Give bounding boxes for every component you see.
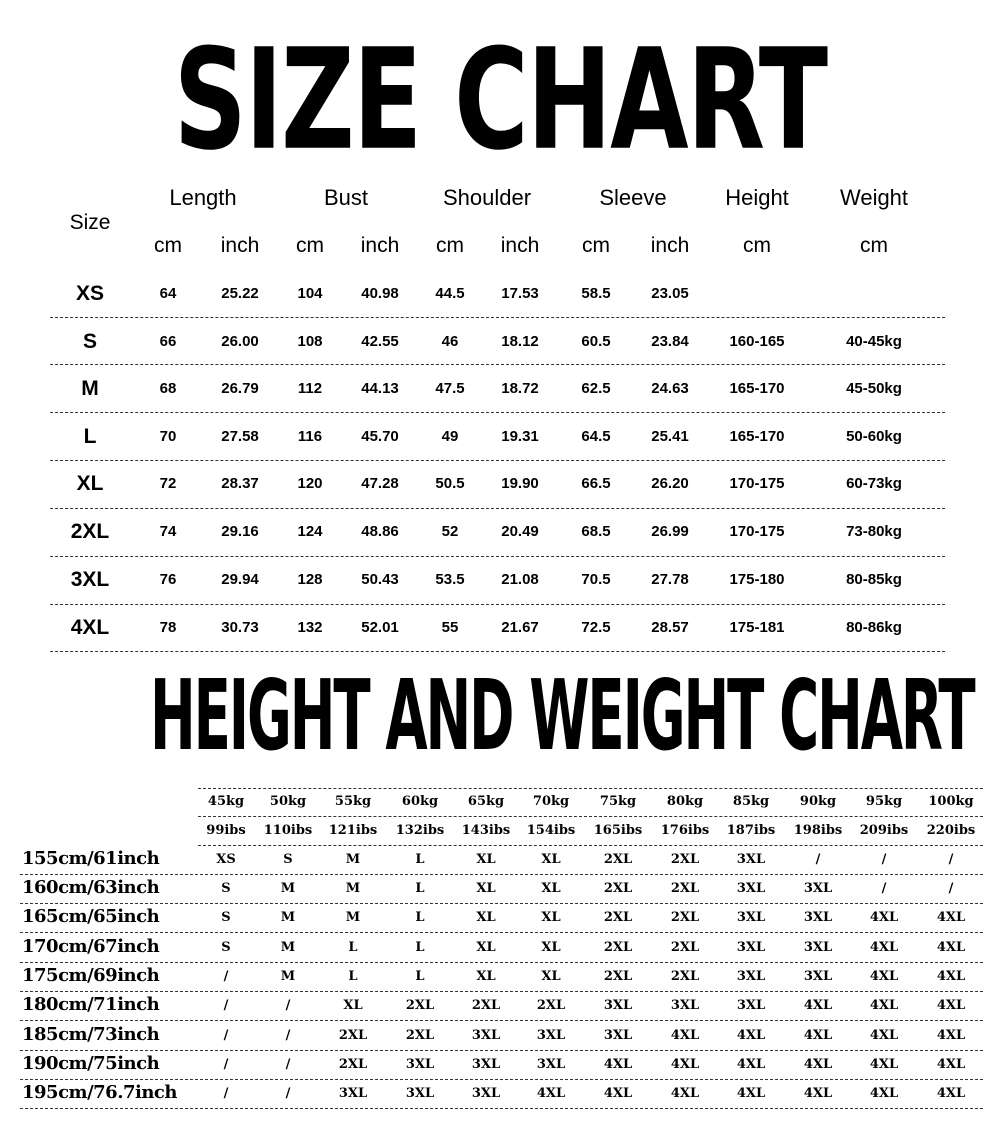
size-recommendation-cell: 4XL [536,1086,566,1101]
size-recommendation-cell: 4XL [936,1057,966,1072]
size-label: XS [75,282,105,305]
size-chart-cell: 70.5 [581,571,611,588]
size-recommendation-cell: 3XL [803,910,833,925]
weight-lbs-header: 165ibs [593,823,643,838]
size-recommendation-cell: M [345,910,361,925]
size-recommendation-cell: 4XL [936,940,966,955]
size-chart-cell: 49 [441,428,459,445]
size-chart-cell: 165-170 [729,380,785,397]
size-recommendation-cell: 3XL [736,852,766,867]
size-chart-cell: 120 [297,475,323,492]
size-chart-cell: 45-50kg [846,380,902,397]
size-recommendation-cell: / [815,852,821,867]
size-chart-cell: 60.5 [581,333,611,350]
row-divider [20,1020,983,1021]
size-recommendation-cell: S [221,881,231,896]
size-recommendation-cell: 2XL [603,969,633,984]
row-divider [50,460,945,461]
size-chart-unit: inch [650,234,690,257]
size-recommendation-cell: 4XL [936,910,966,925]
size-chart-cell: 29.16 [221,523,259,540]
height-label: 175cm/69inch [22,965,160,986]
size-chart-cell: 46 [441,333,459,350]
size-chart-cell: 26.79 [221,380,259,397]
size-chart-cell: 24.63 [651,380,689,397]
size-recommendation-cell: 4XL [936,1028,966,1043]
size-recommendation-cell: / [223,1028,229,1043]
row-divider [20,1079,983,1080]
size-chart-cell: 72.5 [581,619,611,636]
size-recommendation-cell: 3XL [803,969,833,984]
size-recommendation-cell: 3XL [603,1028,633,1043]
size-recommendation-cell: L [415,910,425,925]
size-chart-cell: 26.20 [651,475,689,492]
size-chart-cell: 60-73kg [846,475,902,492]
size-recommendation-cell: XL [476,940,496,955]
size-recommendation-cell: / [285,1057,291,1072]
size-chart-cell: 64.5 [581,428,611,445]
size-recommendation-cell: 3XL [736,969,766,984]
height-label: 160cm/63inch [22,877,160,898]
size-chart-cell: 68 [159,380,177,397]
weight-kg-header: 60kg [401,794,439,809]
row-divider [50,412,945,413]
size-chart-cell: 28.57 [651,619,689,636]
size-chart-cell: 132 [297,619,323,636]
row-divider [50,317,945,318]
size-chart-cell: 47.28 [361,475,399,492]
size-chart-cell: 52 [441,523,459,540]
height-label: 190cm/75inch [22,1053,160,1074]
size-recommendation-cell: 2XL [670,969,700,984]
size-chart-header: Length [169,185,237,210]
size-recommendation-cell: / [285,1028,291,1043]
weight-lbs-header: 110ibs [263,823,313,838]
row-divider [50,556,945,557]
size-chart-unit: cm [582,234,610,257]
weight-kg-header: 45kg [207,794,245,809]
size-chart-unit: cm [154,234,182,257]
size-chart-cell: 165-170 [729,428,785,445]
weight-lbs-header: 198ibs [793,823,843,838]
size-recommendation-cell: / [285,998,291,1013]
size-recommendation-cell: 2XL [603,852,633,867]
size-recommendation-cell: 2XL [670,852,700,867]
size-chart-unit: inch [500,234,540,257]
height-label: 155cm/61inch [22,848,160,869]
size-chart-header: Sleeve [599,185,667,210]
weight-kg-header: 55kg [334,794,372,809]
size-chart-cell: 26.99 [651,523,689,540]
weight-kg-header: 95kg [865,794,903,809]
size-chart-cell: 23.84 [651,333,689,350]
size-chart-unit: inch [220,234,260,257]
size-column-header: Size [69,211,111,234]
size-chart-header: Shoulder [442,185,532,210]
size-chart-cell: 175-180 [729,571,785,588]
row-divider [50,508,945,509]
size-recommendation-cell: M [280,940,296,955]
size-chart-cell: 50.5 [435,475,465,492]
size-label: XL [76,472,104,495]
size-recommendation-cell: XL [541,881,561,896]
size-chart-cell: 27.78 [651,571,689,588]
size-chart-cell: 52.01 [361,619,399,636]
height-label: 185cm/73inch [22,1024,160,1045]
size-recommendation-cell: / [223,969,229,984]
size-chart-cell: 25.41 [651,428,689,445]
size-chart-cell: 62.5 [581,380,611,397]
size-chart-cell: 45.70 [361,428,399,445]
size-chart-cell: 78 [159,619,177,636]
size-chart-cell: 80-86kg [846,619,902,636]
weight-kg-header: 85kg [732,794,770,809]
row-divider [198,816,983,817]
size-chart-cell: 19.90 [501,475,539,492]
size-recommendation-cell: S [283,852,293,867]
size-chart-cell: 28.37 [221,475,259,492]
size-recommendation-cell: 3XL [736,940,766,955]
size-recommendation-cell: L [348,940,358,955]
size-recommendation-cell: 3XL [338,1086,368,1101]
size-chart-title: SIZE CHART [173,18,827,181]
size-recommendation-cell: 2XL [603,881,633,896]
size-chart-cell: 68.5 [581,523,611,540]
size-chart-cell: 124 [297,523,323,540]
size-recommendation-cell: 3XL [536,1057,566,1072]
size-chart-cell: 50-60kg [846,428,902,445]
size-chart-cell: 27.58 [221,428,259,445]
row-divider [20,903,983,904]
size-recommendation-cell: 4XL [603,1086,633,1101]
size-recommendation-cell: / [223,1086,229,1101]
size-recommendation-cell: / [881,852,887,867]
size-recommendation-cell: 4XL [869,998,899,1013]
size-label: 3XL [70,568,110,591]
size-chart-unit: cm [743,234,771,257]
size-recommendation-cell: 2XL [670,940,700,955]
size-recommendation-cell: 4XL [869,1086,899,1101]
size-recommendation-cell: / [223,1057,229,1072]
size-chart-cell: 128 [297,571,323,588]
size-chart-cell: 58.5 [581,285,611,302]
size-recommendation-cell: XL [476,881,496,896]
row-divider [20,962,983,963]
size-recommendation-cell: 4XL [803,1086,833,1101]
size-recommendation-cell: 3XL [536,1028,566,1043]
size-recommendation-cell: 2XL [670,910,700,925]
size-recommendation-cell: XL [541,940,561,955]
size-chart-cell: 170-175 [729,523,785,540]
size-recommendation-cell: XL [476,852,496,867]
size-recommendation-cell: 4XL [603,1057,633,1072]
weight-kg-header: 75kg [599,794,637,809]
size-recommendation-cell: 3XL [736,881,766,896]
size-chart-cell: 80-85kg [846,571,902,588]
row-divider [20,874,983,875]
size-chart-cell: 170-175 [729,475,785,492]
size-label: M [81,377,99,400]
size-chart-cell: 72 [159,475,177,492]
size-chart-cell: 108 [297,333,323,350]
size-chart-header: Bust [323,185,369,210]
size-chart-cell: 66 [159,333,177,350]
weight-kg-header: 50kg [269,794,307,809]
size-chart-cell: 70 [159,428,177,445]
height-label: 195cm/76.7inch [22,1082,177,1103]
size-recommendation-cell: L [415,940,425,955]
size-recommendation-cell: 3XL [471,1057,501,1072]
size-chart-cell: 17.53 [501,285,539,302]
size-chart-cell: 18.72 [501,380,539,397]
size-recommendation-cell: 3XL [803,881,833,896]
size-chart-cell: 20.49 [501,523,539,540]
size-recommendation-cell: M [345,881,361,896]
size-recommendation-cell: 4XL [803,1028,833,1043]
size-recommendation-cell: XL [541,910,561,925]
size-recommendation-cell: 4XL [670,1086,700,1101]
size-chart-cell: 53.5 [435,571,465,588]
size-chart-cell: 42.55 [361,333,399,350]
row-divider [50,604,945,605]
size-recommendation-cell: 4XL [936,969,966,984]
size-recommendation-cell: 4XL [736,1086,766,1101]
size-recommendation-cell: 4XL [670,1057,700,1072]
row-divider [50,651,945,652]
size-recommendation-cell: 4XL [869,1028,899,1043]
row-divider [20,991,983,992]
size-label: 2XL [70,520,110,543]
size-recommendation-cell: 2XL [603,910,633,925]
size-recommendation-cell: 3XL [603,998,633,1013]
size-chart-header: Height [725,185,789,210]
size-recommendation-cell: / [948,881,954,896]
weight-lbs-header: 220ibs [926,823,976,838]
size-recommendation-cell: M [345,852,361,867]
size-recommendation-cell: / [223,998,229,1013]
size-chart-cell: 76 [159,571,177,588]
size-recommendation-cell: XS [216,852,236,867]
size-recommendation-cell: M [280,969,296,984]
size-chart-cell: 25.22 [221,285,259,302]
size-chart-cell: 23.05 [651,285,689,302]
weight-lbs-header: 154ibs [526,823,576,838]
size-chart-unit: cm [296,234,324,257]
size-recommendation-cell: 4XL [803,998,833,1013]
size-chart-cell: 175-181 [729,619,785,636]
weight-kg-header: 80kg [666,794,704,809]
size-chart-cell: 160-165 [729,333,785,350]
size-recommendation-cell: 4XL [936,1086,966,1101]
size-label: S [82,330,98,353]
weight-lbs-header: 176ibs [660,823,710,838]
size-recommendation-cell: 2XL [338,1028,368,1043]
size-recommendation-cell: XL [476,969,496,984]
size-chart-cell: 19.31 [501,428,539,445]
size-recommendation-cell: S [221,940,231,955]
size-recommendation-cell: M [280,881,296,896]
size-recommendation-cell: 4XL [803,1057,833,1072]
size-recommendation-cell: / [285,1086,291,1101]
size-chart-cell: 74 [159,523,177,540]
size-recommendation-cell: XL [541,969,561,984]
size-recommendation-cell: / [948,852,954,867]
size-recommendation-cell: XL [343,998,363,1013]
height-label: 170cm/67inch [22,936,160,957]
size-chart-cell: 30.73 [221,619,259,636]
height-label: 180cm/71inch [22,994,160,1015]
size-recommendation-cell: M [280,910,296,925]
size-recommendation-cell: 4XL [736,1057,766,1072]
size-chart-cell: 112 [297,380,323,397]
size-chart-unit: cm [436,234,464,257]
size-chart-cell: 116 [297,428,323,445]
row-divider [20,1108,983,1109]
size-label: 4XL [70,616,110,639]
weight-lbs-header: 99ibs [206,823,246,838]
size-chart-header: Weight [839,185,909,210]
weight-lbs-header: 209ibs [859,823,909,838]
row-divider [50,364,945,365]
size-recommendation-cell: 3XL [471,1028,501,1043]
size-chart-unit: inch [360,234,400,257]
size-chart-cell: 64 [159,285,177,302]
size-recommendation-cell: 3XL [405,1057,435,1072]
size-recommendation-cell: S [221,910,231,925]
size-recommendation-cell: 3XL [736,910,766,925]
weight-lbs-header: 143ibs [461,823,511,838]
size-chart-cell: 73-80kg [846,523,902,540]
size-chart-cell: 44.5 [435,285,465,302]
size-recommendation-cell: XL [541,852,561,867]
size-recommendation-cell: 2XL [670,881,700,896]
weight-kg-header: 90kg [799,794,837,809]
size-recommendation-cell: / [881,881,887,896]
size-recommendation-cell: 4XL [869,969,899,984]
size-chart-cell: 104 [297,285,323,302]
row-divider [20,1050,983,1051]
weight-lbs-header: 132ibs [395,823,445,838]
size-chart-cell: 21.67 [501,619,539,636]
height-weight-chart-title: HEIGHT AND WEIGHT CHART [150,660,974,773]
size-recommendation-cell: L [415,969,425,984]
size-recommendation-cell: 2XL [405,1028,435,1043]
size-recommendation-cell: 3XL [405,1086,435,1101]
size-recommendation-cell: 4XL [869,1057,899,1072]
size-chart-cell: 48.86 [361,523,399,540]
size-chart-cell: 44.13 [361,380,399,397]
size-recommendation-cell: XL [476,910,496,925]
size-recommendation-cell: 4XL [736,1028,766,1043]
size-chart-cell: 55 [441,619,459,636]
size-recommendation-cell: 4XL [936,998,966,1013]
row-divider [198,845,983,846]
row-divider [198,788,983,789]
size-chart-cell: 47.5 [435,380,465,397]
size-recommendation-cell: 3XL [803,940,833,955]
size-recommendation-cell: 2XL [603,940,633,955]
size-chart-unit: cm [860,234,888,257]
weight-lbs-header: 187ibs [726,823,776,838]
size-chart-cell: 26.00 [221,333,259,350]
size-chart-cell: 18.12 [501,333,539,350]
size-recommendation-cell: 2XL [536,998,566,1013]
size-recommendation-cell: 3XL [471,1086,501,1101]
weight-kg-header: 100kg [928,794,974,809]
size-chart-cell: 50.43 [361,571,399,588]
size-recommendation-cell: L [415,881,425,896]
size-chart-cell: 40-45kg [846,333,902,350]
size-chart-cell: 66.5 [581,475,611,492]
size-chart-cell: 29.94 [221,571,259,588]
weight-lbs-header: 121ibs [328,823,378,838]
size-recommendation-cell: L [348,969,358,984]
row-divider [20,932,983,933]
height-label: 165cm/65inch [22,906,160,927]
size-recommendation-cell: 3XL [736,998,766,1013]
size-recommendation-cell: L [415,852,425,867]
size-chart-cell: 40.98 [361,285,399,302]
weight-kg-header: 65kg [467,794,505,809]
size-recommendation-cell: 3XL [670,998,700,1013]
size-recommendation-cell: 2XL [338,1057,368,1072]
size-recommendation-cell: 2XL [471,998,501,1013]
size-chart-cell: 21.08 [501,571,539,588]
weight-kg-header: 70kg [532,794,570,809]
size-recommendation-cell: 4XL [670,1028,700,1043]
size-label: L [83,425,97,448]
size-recommendation-cell: 4XL [869,910,899,925]
size-recommendation-cell: 2XL [405,998,435,1013]
size-recommendation-cell: 4XL [869,940,899,955]
